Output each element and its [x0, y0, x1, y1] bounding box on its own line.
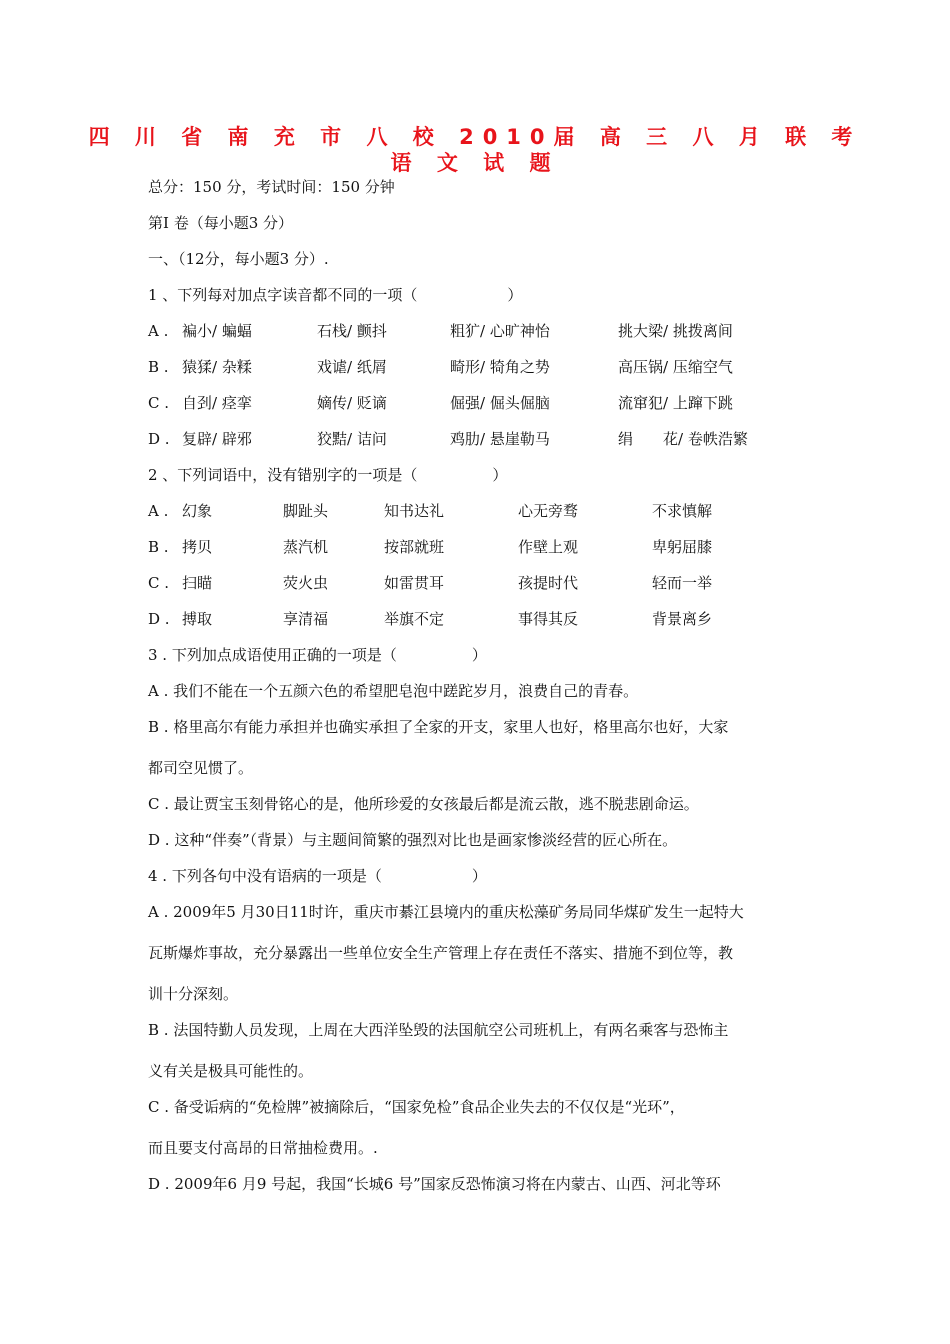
q1-option-item: 高压锅/ 压缩空气 — [618, 358, 733, 376]
q1-option-item: 挑大梁/ 挑拨离间 — [618, 322, 733, 340]
q1-option-item: 自刭/ 痉挛 — [182, 394, 252, 412]
q2-option-item: 作壁上观 — [518, 538, 579, 556]
q1-option-item: 嫡传/ 贬谪 — [317, 394, 387, 412]
q2-option-item: 搏取 — [182, 610, 213, 628]
q2-option-item: 孩提时代 — [518, 574, 579, 592]
page-subtitle: 语 文 试 题 — [390, 151, 560, 175]
q2-option-item: 幻象 — [182, 502, 213, 520]
q1-option-item: 倔强/ 倔头倔脑 — [450, 394, 550, 412]
q1-option-label: C . — [148, 394, 170, 412]
q2-option-item: 荧火虫 — [283, 574, 329, 592]
q2-option-label: B . — [148, 538, 169, 556]
q1-option-item: 戏谑/ 纸屑 — [317, 358, 387, 376]
q2-option-label: C . — [148, 574, 170, 592]
page-title: 四 川 省 南 充 市 八 校 2010届 高 三 八 月 联 考 — [88, 125, 862, 149]
q4-option-a: A . 2009年5 月30日11时许，重庆市綦江县境内的重庆松藻矿务局同华煤矿发生一起特大 — [148, 903, 744, 921]
q1-option-label: A . — [148, 322, 169, 340]
q2-option-item: 不求慎解 — [652, 502, 713, 520]
q2-option-item: 卑躬屈膝 — [652, 538, 713, 556]
q4-option-b-cont: 义有关是极具可能性的。 — [148, 1062, 314, 1080]
q4-option-a-cont: 瓦斯爆炸事故，充分暴露出一些单位安全生产管理上存在责任不落实、措施不到位等，教 — [148, 944, 734, 962]
q1-option-label: B . — [148, 358, 169, 376]
q2-option-item: 拷贝 — [182, 538, 213, 556]
q1-option-item: 石栈/ 颤抖 — [317, 322, 387, 340]
part-heading: 一、（12分，每小题3 分）. — [148, 250, 329, 268]
q4-option-d: D . 2009年6 月9 号起，我国“长城6 号”国家反恐怖演习将在内蒙古、山西、河北等环 — [148, 1175, 721, 1193]
exam-meta: 总分：150 分，考试时间：150 分钟 — [148, 178, 395, 196]
q3-option-b: B . 格里高尔有能力承担并也确实承担了全家的开支，家里人也好，格里高尔也好，大家 — [148, 718, 729, 736]
q3-option-d: D . 这种“伴奏”（背景）与主题间简繁的强烈对比也是画家惨淡经营的匠心所在。 — [148, 831, 678, 849]
q1-option-item: 流窜犯/ 上蹿下跳 — [618, 394, 733, 412]
q3-option-c: C . 最让贾宝玉刻骨铭心的是，他所珍爱的女孩最后都是流云散，逃不脱悲剧命运。 — [148, 795, 699, 813]
q3-option-a: A . 我们不能在一个五颜六色的希望肥皂泡中蹉跎岁月，浪费自己的青春。 — [148, 682, 639, 700]
q2-option-item: 蒸汽机 — [283, 538, 329, 556]
q4-option-c-cont: 而且要支付高昂的日常抽检费用。. — [148, 1139, 378, 1157]
question-3-stem: 3 . 下列加点成语使用正确的一项是（ ） — [148, 646, 487, 664]
question-4-stem: 4 . 下列各句中没有语病的一项是（ ） — [148, 867, 487, 885]
q1-option-label: D . — [148, 430, 170, 448]
q1-option-item: 复辟/ 辟邪 — [182, 430, 252, 448]
section-heading: 第I 卷（每小题3 分） — [148, 214, 294, 232]
q1-option-item: 褊小/ 蝙蝠 — [182, 322, 252, 340]
question-1-stem: 1 、下列每对加点字读音都不同的一项（ ） — [148, 286, 523, 304]
q2-option-item: 轻而一举 — [652, 574, 713, 592]
q2-option-item: 举旗不定 — [384, 610, 445, 628]
q2-option-item: 脚趾头 — [283, 502, 329, 520]
q2-option-item: 背景离乡 — [652, 610, 713, 628]
q1-option-item: 猿猱/ 杂糅 — [182, 358, 252, 376]
q1-option-item: 鸡肋/ 悬崖勒马 — [450, 430, 550, 448]
q2-option-label: A . — [148, 502, 169, 520]
q2-option-item: 事得其反 — [518, 610, 579, 628]
q4-option-b: B . 法国特勤人员发现，上周在大西洋坠毁的法国航空公司班机上，有两名乘客与恐怖主 — [148, 1021, 729, 1039]
question-2-stem: 2 、下列词语中，没有错别字的一项是（ ） — [148, 466, 508, 484]
q1-option-item: 畸形/ 犄角之势 — [450, 358, 550, 376]
q2-option-item: 享清福 — [283, 610, 329, 628]
q4-option-a-cont: 训十分深刻。 — [148, 985, 239, 1003]
q2-option-item: 按部就班 — [384, 538, 445, 556]
q2-option-item: 心无旁骛 — [518, 502, 579, 520]
q4-option-c: C . 备受诟病的“免检牌”被摘除后，“国家免检”食品企业失去的不仅仅是“光环”， — [148, 1098, 685, 1116]
q2-option-item: 扫瞄 — [182, 574, 213, 592]
q1-option-item: 狡黠/ 诘问 — [317, 430, 387, 448]
q1-option-item: 粗犷/ 心旷神怡 — [450, 322, 550, 340]
q2-option-item: 知书达礼 — [384, 502, 445, 520]
q2-option-item: 如雷贯耳 — [384, 574, 445, 592]
q3-option-b-cont: 都司空见惯了。 — [148, 759, 254, 777]
q2-option-label: D . — [148, 610, 170, 628]
q1-option-item: 绢 花/ 卷帙浩繁 — [618, 430, 748, 448]
